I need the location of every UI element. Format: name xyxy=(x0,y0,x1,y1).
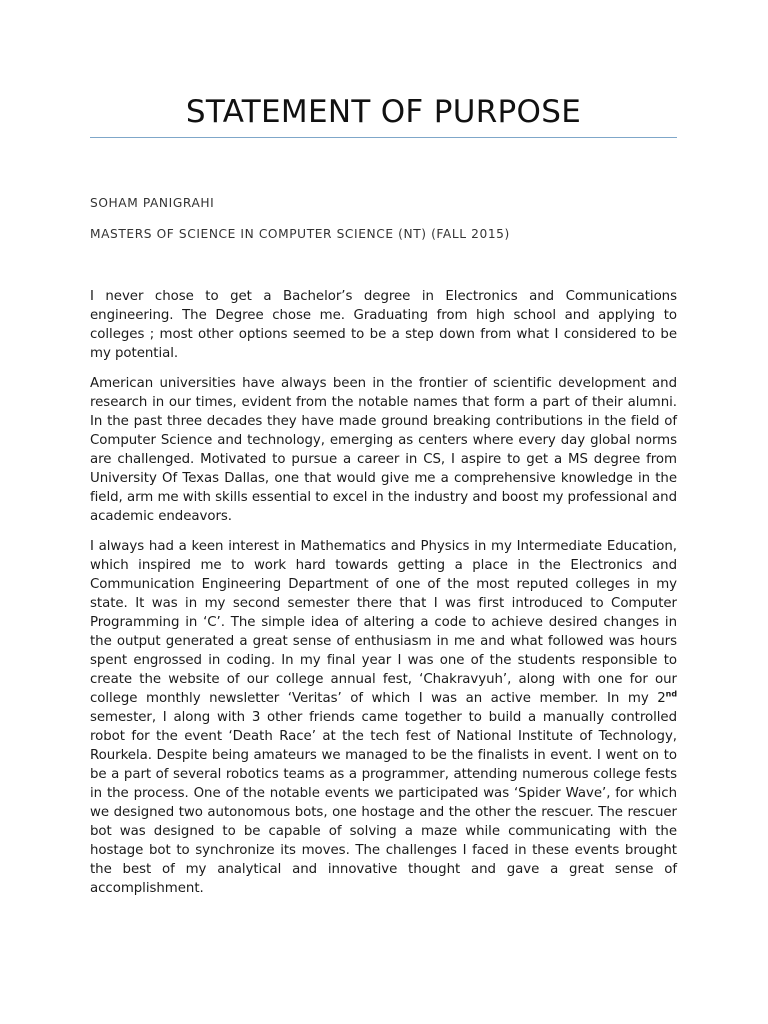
essay-body xyxy=(90,287,677,909)
title-divider xyxy=(90,137,677,138)
paragraph-3 xyxy=(90,537,677,898)
paragraph-2: American universities have always been in the frontier of scientific development and research in our times, evident from the notable names that form a part of their alumni. In the past three decades they have made ground breaking contributions in the field of Computer Science and technology, emerging as centers where every day global norms are challenged. Motivated to pursue a career in CS, I aspire to get a MS degree from University Of Texas Dallas, one that would give me a comprehensive knowledge in the field, arm me with skills essential to excel in the industry and boost my professional and academic endeavors. xyxy=(90,376,677,524)
program-name: MASTERS OF SCIENCE IN COMPUTER SCIENCE (NT) (FALL 2015) xyxy=(90,227,510,241)
paragraph-1: I never chose to get a Bachelor’s degree in Electronics and Communications engineering. The Degree chose me. Graduating from high school and applying to colleges ; most other options seemed to be a step down from what I considered to be my potential. xyxy=(90,289,677,361)
paragraph-3-text-after: semester, I along with 3 other friends came together to build a manually controlled robot for the event ‘Death Race’ at the tech fest of National Institute of Technology, Rourkela. Despite being amateurs we managed to be the finalists in event. I went on to be a part of several robotics teams as a programmer, attending numerous college fests in the process. One of the notable events we participated was ‘Spider Wave’, for which we designed two autonomous bots, one hostage and the other the rescuer. The rescuer bot was designed to be capable of solving a maze while communicating with the hostage bot to synchronize its moves. The challenges I faced in these events brought the best of my analytical and innovative thought and gave a great sense of accomplishment. xyxy=(90,710,677,896)
ordinal-superscript: nd xyxy=(665,689,677,699)
author-name: SOHAM PANIGRAHI xyxy=(90,196,215,210)
paragraph-3-text-before: I always had a keen interest in Mathematics and Physics in my Intermediate Education, which inspired me to work hard towards getting a place in the Electronics and Communication Engineering Department of one of the most reputed colleges in my state. It was in my second semester there that I was first introduced to Computer Programming in ‘C’. The simple idea of altering a code to achieve desired changes in the output generated a great sense of enthusiasm in me and what followed was hours spent engrossed in coding. In my final year I was one of the students responsible to create the website of our college annual fest, ‘Chakravyuh’, along with one for our college monthly newsletter ‘Veritas’ of which I was an active member. In my 2 xyxy=(90,539,677,706)
page-title: STATEMENT OF PURPOSE xyxy=(185,94,582,130)
